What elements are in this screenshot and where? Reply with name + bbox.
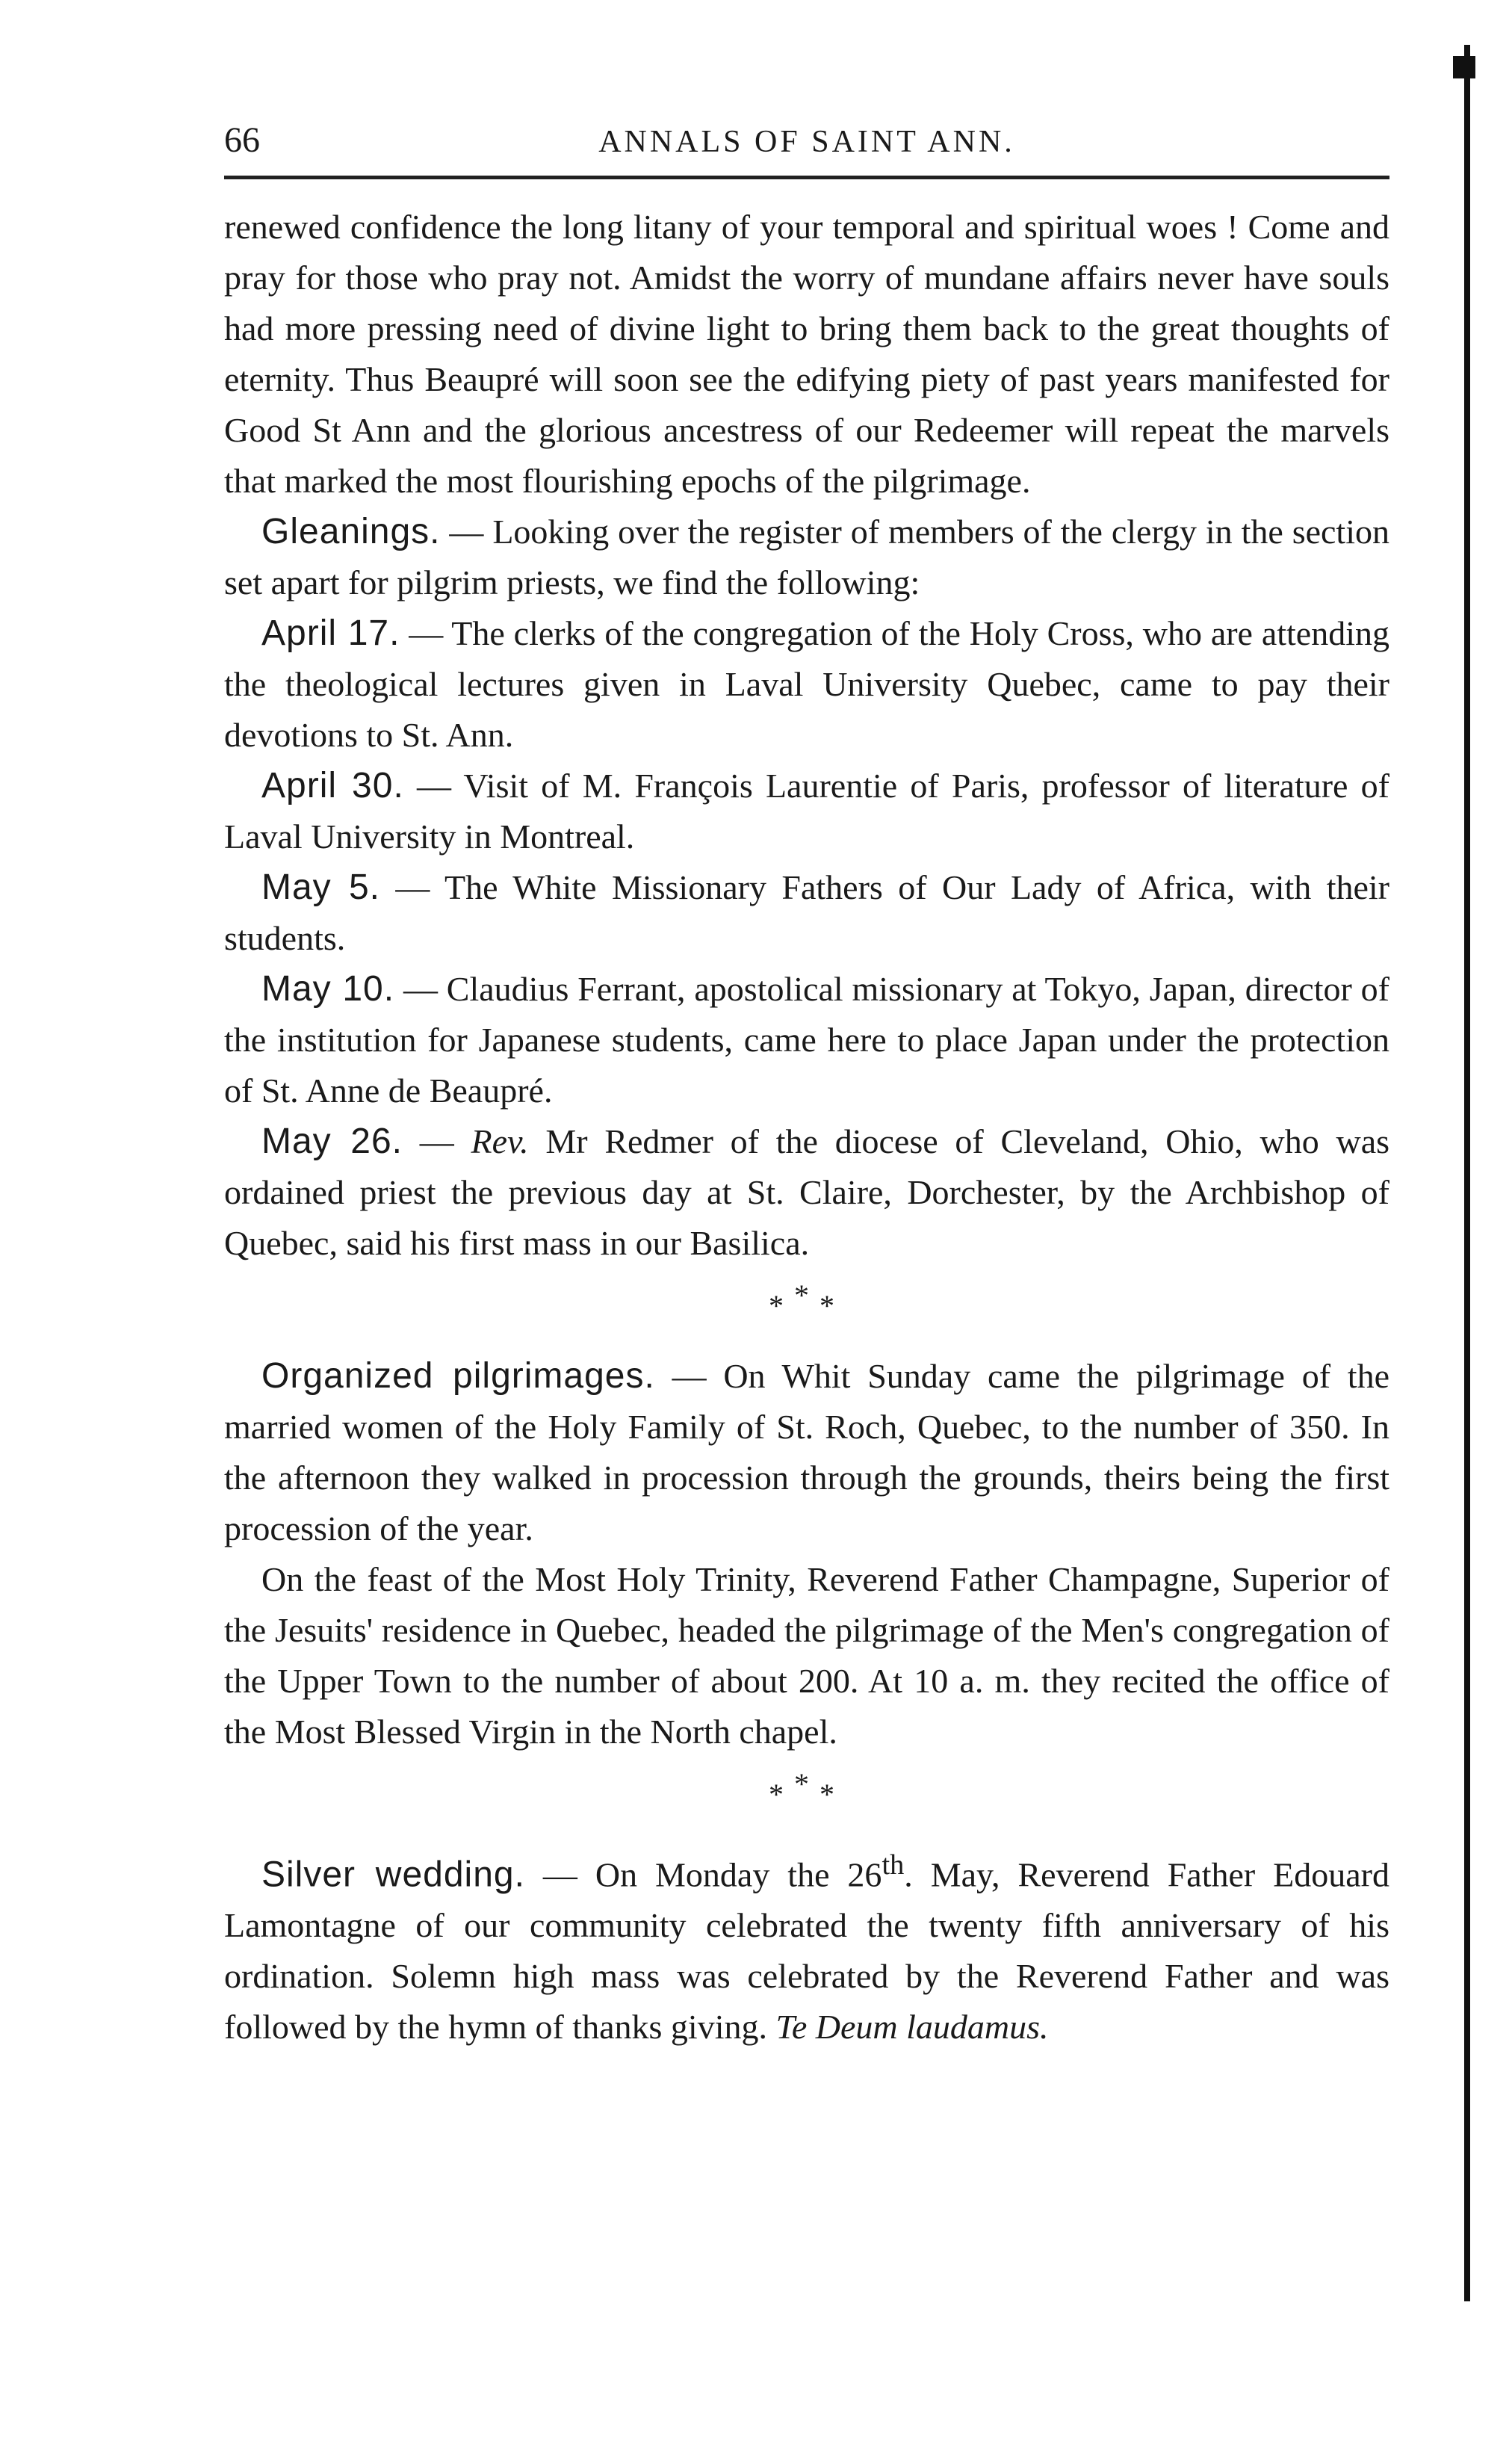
entry-date: April 17. [261, 613, 400, 653]
entry-date: May 5. [261, 867, 380, 907]
organized-pilgrimages-text: — On Whit Sunday came the pilgrimage of the married women of the Holy Family of St. Roch, Quebec, to the number of 350. In the afternoon they walked in procession through the grounds, theirs being the first procession of the year. [224, 1357, 1389, 1547]
header-rule [224, 176, 1389, 179]
latin-phrase: Te Deum laudamus. [775, 2008, 1049, 2047]
section-asterism [224, 1278, 1389, 1323]
silver-wedding-text-cont: . May, Reverend Father Edouard Lamontagne of our community celebrated the twenty fifth anniversary of his ordination. Solemn high mass was celebrated by the Reverend Father and was followed by the hymn of thanks giving. [224, 1855, 1389, 2047]
entry-text: — The clerks of the congregation of the Holy Cross, who are attending the theological lectures given in Laval University Quebec, came to pay their devotions to St. Ann. [224, 614, 1389, 754]
asterism-star: * [794, 1278, 819, 1312]
gleanings-text: — Looking over the register of members of the clergy in the section set apart for pilgrim priests, we find the following: [224, 513, 1389, 601]
entry-text: — Visit of M. François Laurentie of Paris, professor of literature of Laval University in Montreal. [224, 767, 1389, 856]
entry-april-30 [224, 761, 1389, 862]
entry-april-17 [224, 608, 1389, 761]
asterism-star: * [769, 1778, 794, 1811]
entry-text: — Claudius Ferrant, apostolical missionary at Tokyo, Japan, director of the institution for Japanese students, came here to place Japan under the protection of St. Anne de Beaupré. [224, 970, 1389, 1110]
entry-may-10 [224, 964, 1389, 1116]
asterism-star: * [794, 1767, 819, 1801]
trinity-paragraph: On the feast of the Most Holy Trinity, Reverend Father Champagne, Superior of the Jesuits' residence in Quebec, headed the pilgrimage of the Men's congregation of the Upper Town to the number of about 200. At 10 a. m. they recited the office of the Most Blessed Virgin in the North chapel. [224, 1560, 1389, 1751]
gleanings-paragraph [224, 507, 1389, 608]
entry-date: May 10. [261, 969, 395, 1009]
intro-paragraph: renewed confidence the long litany of your temporal and spiritual woes ! Come and pray for those who pray not. Amidst the worry of mundane affairs never have souls had more pressing need of divine light to bring them back to the great thoughts of eternity. Thus Beaupré will soon see the edifying piety of past years manifested for Good St Ann and the glorious ancestress of our Redeemer will repeat the marvels that marked the most flourishing epochs of the pilgrimage. [224, 208, 1389, 500]
page-number: 66 [224, 120, 260, 160]
page-edge-border [1464, 45, 1470, 2301]
asterism-star: * [819, 1289, 845, 1323]
organized-pilgrimages-paragraph [224, 1351, 1389, 1554]
running-title: ANNALS OF SAINT ANN. [598, 125, 1015, 159]
entry-date: April 30. [261, 766, 404, 805]
silver-wedding-heading: Silver wedding. [261, 1855, 525, 1895]
asterism-star: * [769, 1289, 794, 1323]
page-edge-mark [1453, 56, 1475, 78]
organized-pilgrimages-heading: Organized pilgrimages. [261, 1356, 655, 1396]
entry-text: Mr Redmer of the diocese of Cleveland, Ohio, who was ordained priest the previous day at St. Claire, Dorchester, by the Archbishop of Quebec, said his first mass in our Basilica. [224, 1122, 1390, 1262]
silver-wedding-text: — On Monday the 26 [524, 1855, 882, 1894]
page [224, 105, 1389, 2421]
asterism-star: * [819, 1778, 845, 1811]
gleanings-heading: Gleanings. [261, 512, 441, 551]
entry-title-rev: Rev. [471, 1122, 529, 1160]
article-body [224, 202, 1389, 2053]
entry-date: May 26. [261, 1122, 403, 1161]
entry-may-5 [224, 862, 1389, 964]
entry-may-26: May 26. — Rev. Mr Redmer of the diocese of Cleveland, Ohio, who was ordained priest the previous day at St. Claire, Dorchester, by the Archbishop of Quebec, said his first mass in our Basilica. [224, 1122, 1390, 1262]
page-header [224, 105, 1389, 168]
ordinal-suffix: th [882, 1849, 905, 1881]
silver-wedding-paragraph [224, 1840, 1389, 2053]
entry-text: — The White Missionary Fathers of Our Lady of Africa, with their students. [224, 868, 1389, 957]
section-asterism [224, 1767, 1389, 1811]
